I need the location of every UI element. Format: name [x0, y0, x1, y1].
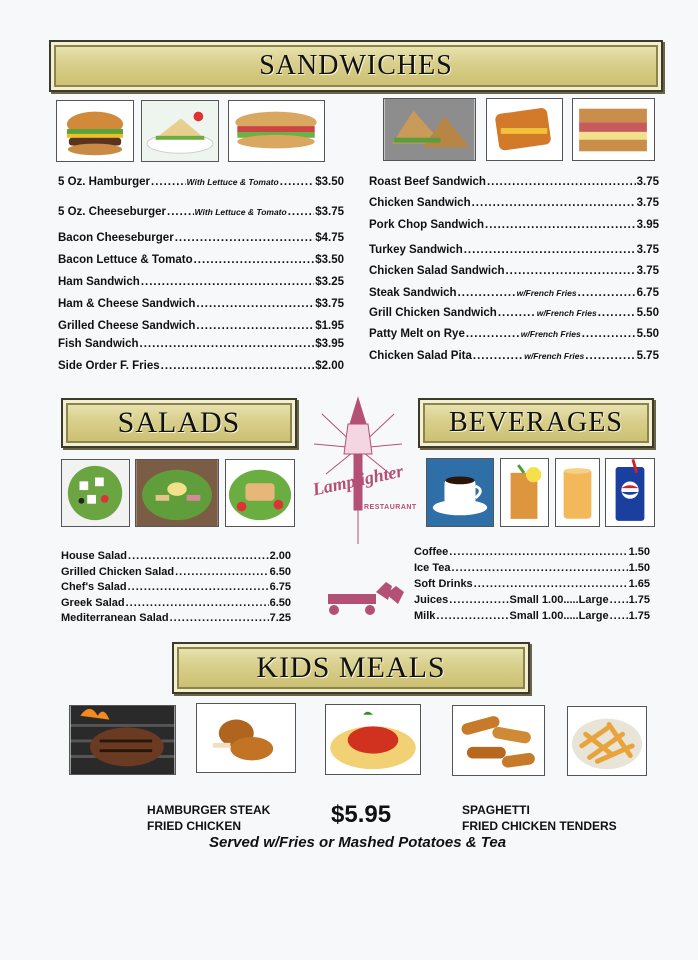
menu-item: [369, 350, 659, 362]
kids-items-left: [147, 802, 270, 834]
item-note: With Lettuce & Tomato: [186, 177, 279, 187]
item-price: 1.75: [628, 594, 650, 606]
dot-leader: [128, 581, 269, 593]
dot-leader: [175, 232, 315, 244]
dot-leader: [170, 612, 269, 624]
menu-item: [58, 320, 344, 332]
item-price: 6.75: [636, 287, 659, 299]
item-name: Soft Drinks: [414, 578, 473, 590]
item-price: $4.75: [315, 232, 344, 244]
item-price: 1.50: [628, 562, 650, 574]
menu-item: [369, 197, 659, 209]
item-price: 1.65: [628, 578, 650, 590]
menu-item: [369, 328, 659, 340]
item-name: Roast Beef Sandwich: [369, 176, 486, 188]
item-price: 5.50: [636, 328, 659, 340]
salads-heading: SALADS: [117, 406, 241, 439]
dot-leader: [578, 287, 636, 299]
menu-item: [58, 298, 344, 310]
dot-leader: [485, 219, 636, 231]
item-price: $3.75: [315, 206, 344, 218]
dot-leader: [474, 578, 628, 590]
item-price: 6.75: [269, 581, 291, 593]
menu-item: [58, 232, 344, 244]
salads-banner: [61, 398, 297, 448]
kids-item: HAMBURGER STEAK: [147, 803, 271, 817]
item-name: Bacon Lettuce & Tomato: [58, 254, 193, 266]
kids-item: SPAGHETTI: [462, 803, 530, 817]
dot-leader: [472, 197, 636, 209]
fried-chicken-photo: [196, 703, 296, 773]
item-price: $3.95: [315, 338, 344, 350]
menu-item: [58, 206, 344, 218]
triangle-sandwich-photo: [383, 98, 476, 161]
menu-item: [369, 176, 659, 188]
sandwiches-banner: [49, 40, 663, 92]
dot-leader: [280, 176, 315, 188]
dot-leader: [449, 546, 627, 558]
menu-item: [61, 550, 291, 562]
item-price: 6.50: [269, 597, 291, 609]
dot-leader: [196, 320, 314, 332]
item-note: w/French Fries: [520, 329, 581, 339]
item-name: 5 Oz. Hamburger: [58, 176, 151, 188]
kids-items-right: [462, 802, 617, 834]
item-size-prices: Small 1.00.....Large: [509, 594, 609, 606]
logo-subtitle: RESTAURANT: [364, 504, 417, 511]
menu-item: [369, 307, 659, 319]
item-name: Grilled Cheese Sandwich: [58, 320, 196, 332]
dot-leader: [196, 298, 314, 310]
kids-meal-price: $5.95: [331, 801, 392, 828]
menu-item: [58, 338, 344, 350]
item-price: 3.75: [636, 197, 659, 209]
menu-item: [58, 360, 344, 372]
dot-leader: [288, 206, 315, 218]
grilled-cheese-photo: [486, 98, 563, 161]
item-price: 3.75: [636, 265, 659, 277]
menu-item: [369, 287, 659, 299]
menu-item: [414, 546, 650, 558]
dot-leader: [436, 610, 508, 622]
menu-item: [414, 562, 650, 574]
sandwiches-heading: SANDWICHES: [259, 50, 453, 81]
item-price: $1.95: [315, 320, 344, 332]
item-price: $3.50: [315, 176, 344, 188]
kids-item: FRIED CHICKEN: [147, 819, 242, 833]
item-name: 5 Oz. Cheeseburger: [58, 206, 167, 218]
dot-leader: [487, 176, 636, 188]
item-name: Chicken Salad Sandwich: [369, 265, 505, 277]
item-size-prices: Small 1.00.....Large: [509, 610, 609, 622]
juice-photo: [555, 458, 600, 527]
dot-leader: [161, 360, 315, 372]
menu-item: [414, 578, 650, 590]
item-name: Coffee: [414, 546, 449, 558]
dot-leader: [151, 176, 186, 188]
item-name: Grilled Chicken Salad: [61, 566, 175, 578]
steak-photo: [69, 705, 176, 775]
kids-served-with: Served w/Fries or Mashed Potatoes & Tea: [209, 834, 507, 851]
item-price: 5.50: [636, 307, 659, 319]
menu-item: [369, 265, 659, 277]
item-price: 5.75: [636, 350, 659, 362]
dot-leader: [498, 307, 536, 319]
menu-item: [414, 594, 650, 606]
dot-leader: [449, 594, 508, 606]
item-name: Mediterranean Salad: [61, 612, 169, 624]
menu-item: [414, 610, 650, 622]
item-name: Side Order F. Fries: [58, 360, 160, 372]
chicken-tenders-photo: [452, 705, 545, 776]
item-price: 7.25: [269, 612, 291, 624]
dot-leader: [194, 254, 315, 266]
item-name: Turkey Sandwich: [369, 244, 463, 256]
menu-item: [61, 566, 291, 578]
item-name: Grill Chicken Sandwich: [369, 307, 497, 319]
item-name: Chef's Salad: [61, 581, 127, 593]
item-name: Ham Sandwich: [58, 276, 140, 288]
item-name: Greek Salad: [61, 597, 125, 609]
dot-leader: [452, 562, 628, 574]
lamplighter-logo: [312, 394, 416, 634]
item-price: $3.50: [315, 254, 344, 266]
dot-leader: [464, 244, 636, 256]
item-name: House Salad: [61, 550, 128, 562]
item-name: Bacon Cheeseburger: [58, 232, 174, 244]
item-name: Ice Tea: [414, 562, 451, 574]
item-name: Patty Melt on Rye: [369, 328, 465, 340]
ice-tea-photo: [500, 458, 549, 527]
dot-leader: [582, 328, 636, 340]
kids-meals-banner: [172, 642, 530, 694]
dot-leader: [126, 597, 269, 609]
item-price: 3.75: [636, 176, 659, 188]
item-name: Juices: [414, 594, 449, 606]
menu-item: [369, 244, 659, 256]
item-price: 2.00: [269, 550, 291, 562]
dot-leader: [167, 206, 194, 218]
beverages-heading: BEVERAGES: [449, 407, 623, 438]
menu-item: [58, 176, 344, 188]
item-name: Ham & Cheese Sandwich: [58, 298, 196, 310]
dot-leader: [458, 287, 516, 299]
item-name: Pork Chop Sandwich: [369, 219, 485, 231]
item-name: Chicken Sandwich: [369, 197, 471, 209]
item-note: w/French Fries: [516, 288, 577, 298]
kids-meals-heading: KIDS MEALS: [256, 651, 446, 684]
menu-item: [58, 276, 344, 288]
chicken-salad-photo: [225, 459, 295, 527]
item-price: 1.50: [628, 546, 650, 558]
item-name: Steak Sandwich: [369, 287, 457, 299]
item-note: w/French Fries: [524, 351, 585, 361]
dot-leader: [610, 610, 628, 622]
menu-item: [61, 612, 291, 624]
item-name: Fish Sandwich: [58, 338, 139, 350]
spaghetti-photo: [325, 704, 421, 775]
coffee-photo: [426, 458, 494, 527]
greek-salad-photo: [61, 459, 130, 527]
pepsi-photo: [605, 458, 655, 527]
beverages-banner: [418, 398, 654, 448]
kids-item: FRIED CHICKEN TENDERS: [462, 819, 617, 833]
dot-leader: [128, 550, 269, 562]
menu-item: [58, 254, 344, 266]
menu-item: [61, 597, 291, 609]
dot-leader: [505, 265, 635, 277]
dot-leader: [466, 328, 520, 340]
item-price: 6.50: [269, 566, 291, 578]
dot-leader: [585, 350, 635, 362]
item-price: 1.75: [628, 610, 650, 622]
item-note: With Lettuce & Tomato: [194, 207, 287, 217]
dot-leader: [141, 276, 314, 288]
menu-item: [369, 219, 659, 231]
reuben-photo: [572, 98, 655, 161]
logo-name: Lamplighter: [310, 460, 405, 500]
item-price: 3.95: [636, 219, 659, 231]
item-note: w/French Fries: [536, 308, 597, 318]
chef-salad-photo: [135, 459, 219, 527]
fries-photo: [567, 706, 647, 776]
dot-leader: [598, 307, 636, 319]
sub-sandwich-photo: [228, 100, 325, 162]
item-price: $2.00: [315, 360, 344, 372]
dot-leader: [175, 566, 268, 578]
menu-item: [61, 581, 291, 593]
dot-leader: [140, 338, 315, 350]
hamburger-photo: [56, 100, 134, 162]
item-price: $3.25: [315, 276, 344, 288]
item-name: Chicken Salad Pita: [369, 350, 472, 362]
item-name: Milk: [414, 610, 436, 622]
item-price: 3.75: [636, 244, 659, 256]
club-sandwich-photo: [141, 100, 219, 162]
dot-leader: [610, 594, 628, 606]
dot-leader: [473, 350, 523, 362]
item-price: $3.75: [315, 298, 344, 310]
